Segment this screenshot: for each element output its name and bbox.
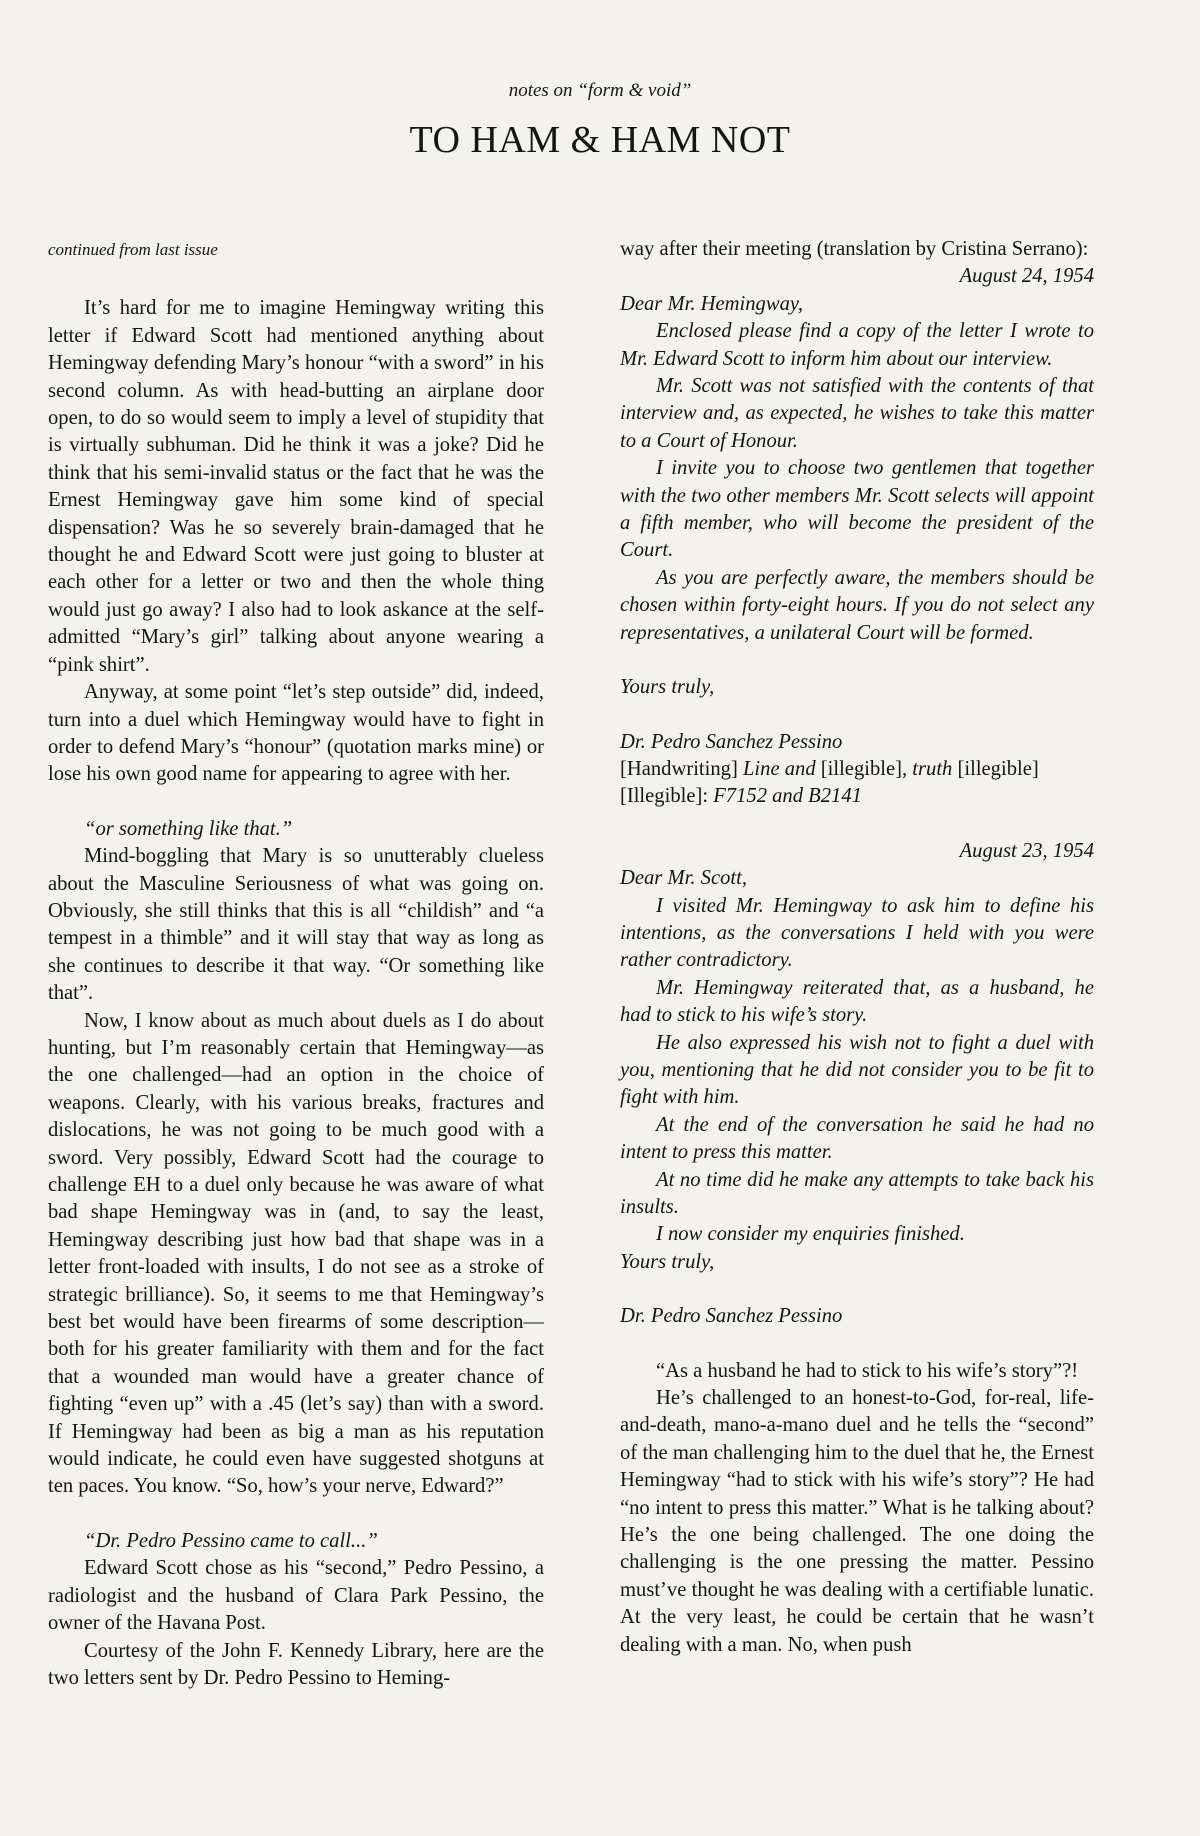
annotation-part: [Handwriting] [620,757,738,780]
letter-closing: Yours truly, [620,676,715,699]
continued-note: continued from last issue [48,240,218,259]
paragraph: Now, I know about as much about duels as I do about hunting, but I’m reasonably certain that Hemingway—as the one challenged—had an option in the choice of weapons. Clearly, with his various breaks, fractures and dislocations, he was not going to be much good with a sword. Very possibly, Edward Scott had the courage to challenge EH to a duel only because he was aware of what bad shape Hemingway was in (and, to say the least, Hemingway describing just how bad that shape was in a letter front-loaded with insults, I do not see as a stroke of strategic brilliance). So, it seems to me that Hemingway’s best bet would have been firearms of some description—both for his greater familiarity with them and for the fact that a wounded man would have a greater chance of fighting “even up” with a .45 (let’s say) than with a sword. If Hemingway had been as big a man as his reputation would indicate, he could even have suggested shotguns at ten paces. You know. “So, how’s your nerve, Edward?” [48,1009,544,1498]
letter-paragraph: He also expressed his wish not to fight a duel with you, mentioning that he did not consider you to be fit to fight with him. [620,1031,1094,1109]
annotation-part: F7152 and B2141 [713,785,862,808]
letter-signature: Dr. Pedro Sanchez Pessino [620,1305,843,1328]
paragraph: Edward Scott chose as his “second,” Pedro Pessino, a radiologist and the husband of Clara Park Pessino, the owner of the Havana Post. [48,1557,544,1635]
section-kicker: notes on “form & void” [508,80,692,101]
paragraph: Anyway, at some point “let’s step outside” did, indeed, turn into a duel which Hemingway would have to fight in order to defend Mary’s “honour” (quotation marks mine) or lose his own good name for appearing to agree with her. [48,681,544,786]
annotation-part: [Illegible]: [620,785,709,808]
annotation-part: Line and [742,757,816,780]
left-column [48,236,544,1692]
right-column [620,236,1094,1659]
paragraph: It’s hard for me to imagine Hemingway writing this letter if Edward Scott had mentioned anything about Hemingway defending Mary’s honour “with a sword” in his second column. As with head-butting an airplane door open, to do so would seem to imply a level of stupidity that is virtually subhuman. Did he think it was a joke? Did he think that his semi-invalid status or the fact that he was the Ernest Hemingway gave him some kind of special dispensation? Was he so severely brain-damaged that he thought he and Edward Scott were just going to bluster at each other for a letter or two and then the whole thing would just go away? I also had to look askance at the self-admitted “Mary’s girl” talking about anyone wearing a “pink shirt”. [48,297,544,676]
letter-paragraph: I visited Mr. Hemingway to ask him to define his intentions, as the conversations I held with you were rather contradictory. [620,894,1094,972]
letter-date: August 23, 1954 [959,839,1094,862]
annotation-part: truth [912,757,953,780]
letter-paragraph: At no time did he make any attempts to take back his insults. [620,1168,1094,1218]
letter-salutation: Dear Mr. Hemingway, [620,292,804,315]
letter-date: August 24, 1954 [959,265,1094,288]
paragraph: Courtesy of the John F. Kennedy Library, here are the two letters sent by Dr. Pedro Pessino to Heming- [48,1639,544,1689]
letter-annotation [620,783,1094,810]
letter-paragraph: Mr. Scott was not satisfied with the contents of that interview and, as expected, he wishes to take this matter to a Court of Honour. [620,375,1094,452]
letter-paragraph: Mr. Hemingway reiterated that, as a husband, he had to stick to his wife’s story. [620,976,1094,1027]
letter-paragraph: As you are perfectly aware, the members should be chosen within forty-eight hours. If you do not select any representatives, a unilateral Court will be formed. [620,566,1094,644]
letter-1 [620,263,1094,810]
letter-signature: Dr. Pedro Sanchez Pessino [620,730,843,753]
letter-paragraph: I now consider my enquiries finished. [656,1223,965,1246]
letter-closing: Yours truly, [620,1250,715,1273]
letter-salutation: Dear Mr. Scott, [620,867,747,890]
paragraph: He’s challenged to an honest-to-God, for-real, life-and-death, mano-a-mano duel and he tells the “second” of the man challenging him to the duel that he, the Ernest Hemingway “had to stick with his wife’s story”? He had “no intent to press this matter.” What is he talking about? He’s the one being challenged. The one doing the challenging is the one pressing the matter. Pessino must’ve thought he was dealing with a certifiable lunatic. At the very least, he could be certain that he wasn’t dealing with a man. No, when push [620,1387,1094,1656]
letter-paragraph: At the end of the conversation he said he had no intent to press this matter. [620,1113,1094,1164]
paragraph: Mind-boggling that Mary is so unutterably clueless about the Masculine Seriousness of what was going on. Obviously, she still thinks that this is all “childish” and “a tempest in a thimble” and it will stay that way as long as she continues to describe it that way. “Or something like that”. [48,845,544,1005]
letter-annotation [620,756,1094,783]
annotation-part: [illegible] [957,757,1039,780]
paragraph: way after their meeting (translation by Cristina Serrano): [620,238,1089,260]
section-subhead: “or something like that.” [84,817,293,840]
page-title: TO HAM & HAM NOT [409,119,791,161]
paragraph: “As a husband he had to stick to his wife’s story”?! [656,1359,1079,1382]
letter-paragraph: I invite you to choose two gentlemen that together with the two other members Mr. Scott selects will appoint a fifth member, who will become the president of the Court. [620,457,1094,562]
letter-paragraph: Enclosed please find a copy of the letter I wrote to Mr. Edward Scott to inform him about our interview. [620,320,1094,370]
annotation-part: [illegible], [820,757,908,780]
section-subhead: “Dr. Pedro Pessino came to call...” [84,1529,378,1552]
letter-2 [620,838,1094,1331]
